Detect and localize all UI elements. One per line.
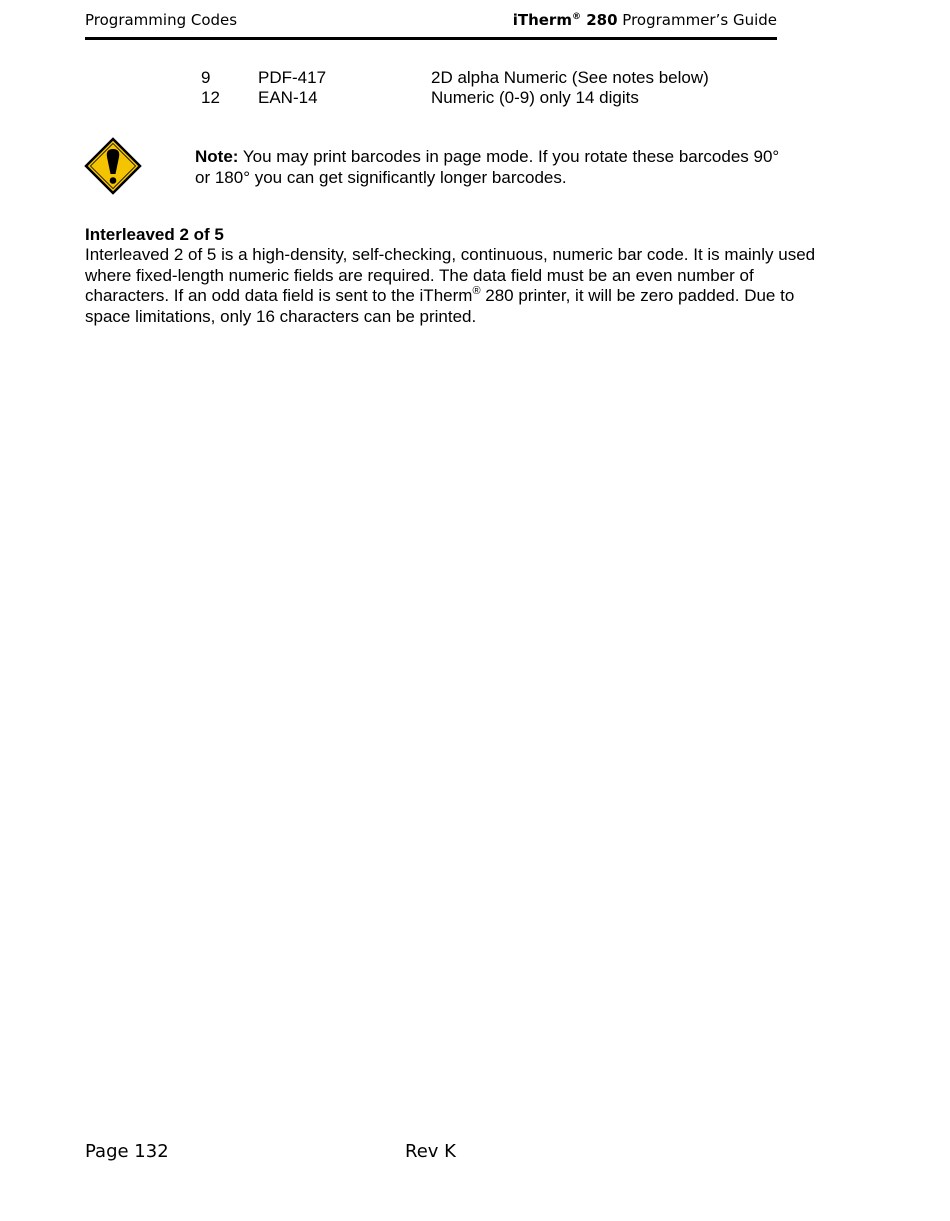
revision-label: Rev K	[405, 1141, 456, 1162]
code-name: EAN-14	[258, 88, 318, 107]
code-description: Numeric (0-9) only 14 digits	[431, 88, 639, 107]
note-text: You may print barcodes in page mode. If you rotate these barcodes 90° or 180° you can get significantly longer barcodes.	[195, 147, 780, 187]
header-product-name: iTherm	[512, 11, 572, 29]
section-body-part2: 280 printer, it will be zero padded. Due to space limitations, only 16 characters can be printed.	[85, 286, 795, 326]
interleaved-section	[85, 225, 835, 327]
page-number: Page 132	[85, 1141, 169, 1162]
section-heading: Interleaved 2 of 5	[85, 225, 224, 244]
table-row	[0, 68, 950, 88]
header-divider	[85, 37, 777, 40]
note-label: Note:	[195, 147, 239, 166]
barcode-code-table	[0, 68, 950, 108]
code-description: 2D alpha Numeric (See notes below)	[431, 68, 709, 87]
table-row	[0, 88, 950, 108]
note-block	[195, 146, 795, 188]
registered-mark: ®	[472, 285, 481, 298]
section-body	[85, 245, 835, 327]
code-number: 9	[201, 68, 211, 87]
header-guide-title	[513, 11, 777, 29]
section-body-part1: Interleaved 2 of 5 is a high-density, self-checking, continuous, numeric bar code. It is mainly used where fixed-length numeric fields are required. The data field must be an even number of characters. If an odd data field is sent to the iTherm	[85, 245, 816, 306]
code-number: 12	[201, 88, 220, 107]
warning-icon	[84, 137, 142, 195]
page-header	[85, 9, 777, 31]
header-registered-mark: ®	[571, 12, 581, 22]
code-name: PDF-417	[258, 68, 327, 87]
header-section-title: Programming Codes	[85, 11, 238, 29]
header-guide: Programmer’s Guide	[622, 11, 777, 29]
header-model: 280	[586, 11, 618, 29]
